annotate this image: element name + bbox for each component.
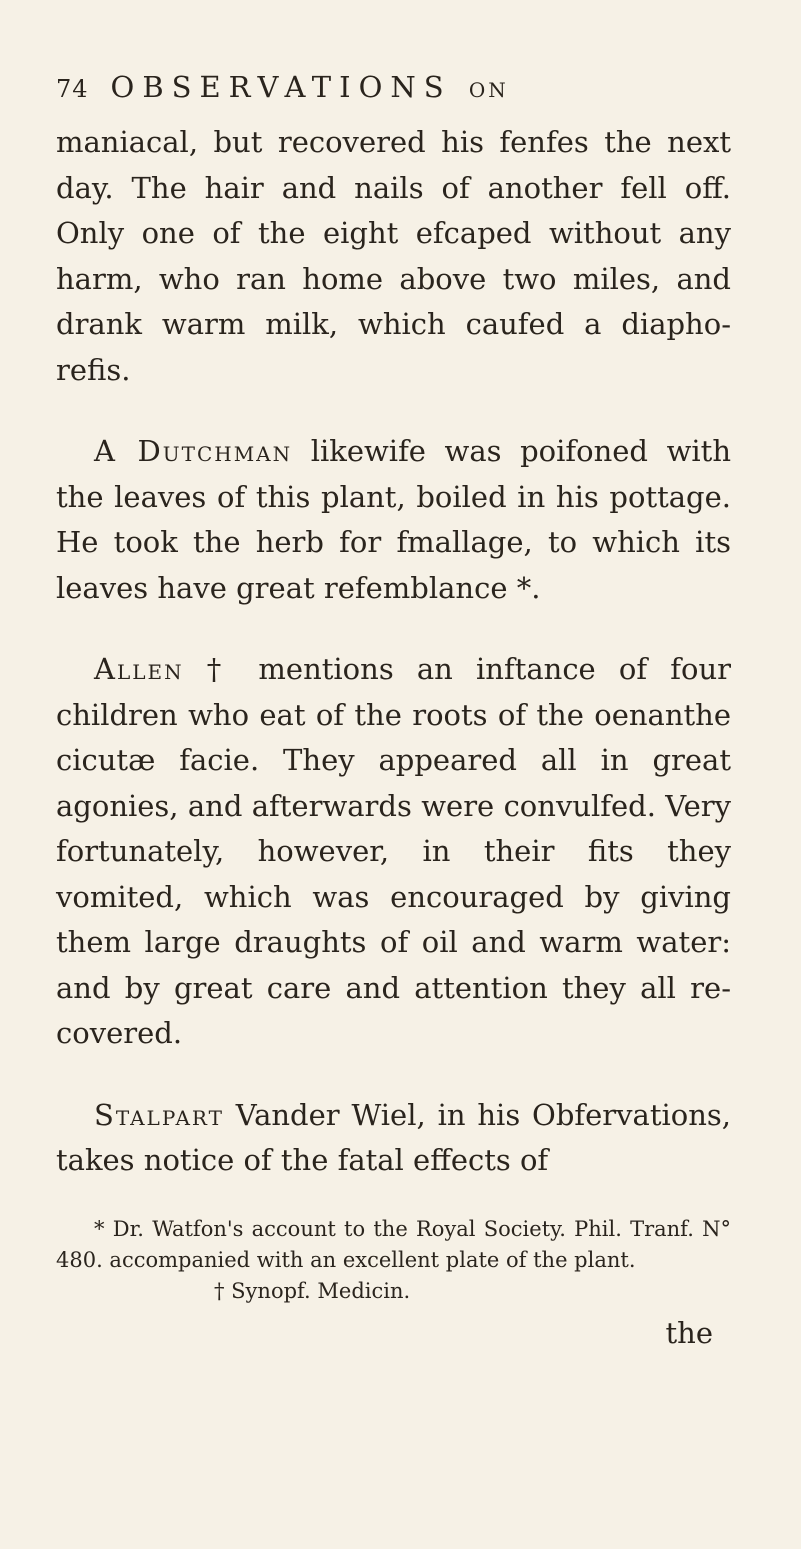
running-head (56, 70, 731, 112)
paragraph-1-text: maniacal, but recovered his fenfes the next day. The hair and nails of another fell off. Only one of the eight efcaped without any harm, who ran home above two miles, and drank warm milk, which caufed a diaphorefis. (56, 125, 731, 387)
main-text (56, 120, 731, 1184)
paragraph-4-text: Vander Wiel, in his Obfervations, takes notice of the fatal effects of (56, 1097, 731, 1177)
paragraph-2-text: likewife was poifoned with the leaves of this plant, boiled in his pottage. He took the herb for fmallage, to which its leaves have great refemblance *. (56, 434, 731, 605)
paragraph-2 (56, 429, 731, 611)
paragraph-3-text: † mentions an inftance of four children who eat of the roots of the oenanthe cicutæ facie. They appeared all in great agonies, and afterwards were convulfed. Very fortunately, however, in their fits they vomited, which was encouraged by giving them large draughts of oil and warm water: and by great care and attention they all recovered. (56, 652, 731, 1050)
paragraph-3-lead: Allen (94, 652, 184, 686)
running-head-title-main: OBSERVATIONS (110, 70, 452, 104)
catchword: the (665, 1316, 713, 1350)
paragraph-3 (56, 647, 731, 1057)
page-number: 74 (56, 75, 89, 103)
paragraph-4 (56, 1093, 731, 1184)
footnote-2: † Synopf. Medicin. (214, 1278, 411, 1303)
footnotes (56, 1214, 731, 1307)
paragraph-1 (56, 120, 731, 393)
footnote-1: * Dr. Watfon's account to the Royal Society. Phil. Tranf. N° 480. accompanied with an excellent plate of the plant. (56, 1216, 731, 1272)
paragraph-2-lead: A Dutchman (94, 434, 293, 468)
paragraph-4-lead: Stalpart (94, 1097, 224, 1132)
running-head-title-small: ON (468, 78, 509, 102)
running-head-title (111, 70, 509, 104)
